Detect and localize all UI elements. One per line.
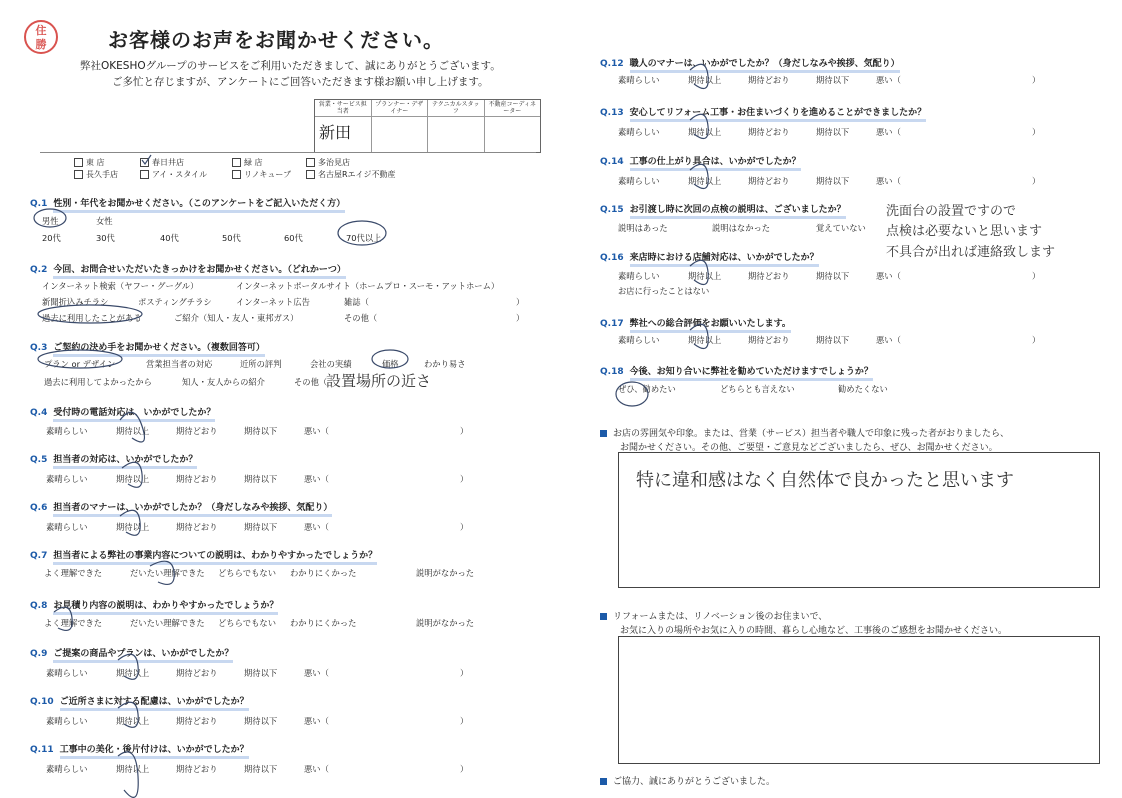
staff-col-planner: [372, 100, 429, 152]
answer-option[interactable]: 素晴らしい: [46, 426, 88, 436]
answer-option[interactable]: 素晴らしい: [46, 764, 88, 774]
q14-question: Q.14 工事の仕上がり具合は、いかがでしたか？: [600, 154, 801, 167]
answer-option[interactable]: 期待以下: [244, 668, 278, 678]
answer-option[interactable]: 説明はあった: [618, 223, 668, 233]
comment2-textarea[interactable]: [618, 636, 1100, 764]
company-stamp: 住 勝: [24, 20, 58, 54]
answer-option[interactable]: 期待どおり: [748, 176, 790, 186]
comment1-prompt-line2: お聞かせください。その他、ご要望・ご意見などございましたら、ぜひ、お聞かせください。: [620, 443, 998, 453]
answer-option[interactable]: 説明がなかった: [416, 568, 475, 578]
answer-option[interactable]: 素晴らしい: [618, 271, 660, 281]
q15-handwritten-note: 点検は必要ないと思います: [886, 224, 1043, 239]
answer-option[interactable]: 期待どおり: [748, 271, 790, 281]
answer-option[interactable]: 20代: [42, 233, 61, 243]
answer-option[interactable]: わかりにくかった: [290, 568, 357, 578]
staff-header: テクニカルスタッフ: [428, 100, 484, 117]
answer-option[interactable]: 期待以上: [116, 764, 150, 774]
answer-option[interactable]: 悪い（: [876, 335, 901, 345]
answer-option[interactable]: 悪い（: [876, 127, 901, 137]
answer-option[interactable]: 30代: [96, 233, 115, 243]
q10-question: Q.10 ご近所さまに対する配慮は、いかがでしたか？: [30, 694, 249, 707]
answer-option[interactable]: プラン or デザイン: [44, 359, 116, 369]
checkbox-icon[interactable]: [306, 170, 315, 179]
bullet-square-icon: [600, 778, 607, 785]
q17-question: Q.17 弊社への総合評価をお願いいたします。: [600, 316, 791, 329]
answer-bracket: ）: [460, 764, 469, 774]
answer-option[interactable]: 期待以下: [244, 522, 278, 532]
answer-option[interactable]: どちらでもない: [218, 618, 276, 628]
staff-header: 不動産コーディネーター: [485, 100, 541, 117]
q5-question: Q.5 担当者の対応は、いかがでしたか？: [30, 452, 197, 465]
answer-option[interactable]: 素晴らしい: [618, 335, 660, 345]
answer-option[interactable]: わかりにくかった: [290, 618, 357, 628]
answer-option[interactable]: 期待以上: [116, 522, 150, 532]
q12-question: Q.12 職人のマナーは、いかがでしたか？（身だしなみや挨拶、気配り）: [600, 56, 900, 69]
footer-thanks: ご協力、誠にありがとうございました。: [600, 774, 775, 787]
q2-question: Q.2 今回、お問合せいただいたきっかけをお聞かせください。（どれかーつ）: [30, 262, 346, 275]
answer-option[interactable]: 期待以下: [244, 764, 278, 774]
checkbox-icon[interactable]: [74, 170, 83, 179]
answer-option[interactable]: 期待以上: [116, 474, 150, 484]
staff-header: 営業・サービス担当者: [315, 100, 371, 117]
page-title: お客様のお声をお聞かせください。: [108, 28, 444, 52]
answer-option[interactable]: インターネットポータルサイト（ホームプロ・スーモ・アットホーム）: [236, 281, 500, 291]
answer-option[interactable]: 素晴らしい: [618, 127, 660, 137]
answer-option[interactable]: 過去に利用したことがある: [42, 313, 142, 323]
answer-option[interactable]: 期待どおり: [176, 522, 218, 532]
checkbox-icon[interactable]: [232, 170, 241, 179]
answer-option[interactable]: 新聞折込みチラシ: [42, 297, 109, 307]
answer-option[interactable]: ぜひ、勧めたい: [618, 384, 676, 394]
answer-option[interactable]: どちらとも言えない: [720, 384, 795, 394]
staff-value[interactable]: [372, 117, 428, 152]
q9-question: Q.9 ご提案の商品やプランは、いかがでしたか？: [30, 646, 233, 659]
q6-question: Q.6 担当者のマナーは、いかがでしたか？（身だしなみや挨拶、気配り）: [30, 500, 332, 513]
answer-option[interactable]: 営業担当者の対応: [146, 359, 213, 369]
comment1-handwritten-answer: 特に違和感はなく自然体で良かったと思います: [636, 470, 1014, 491]
answer-option[interactable]: 40代: [160, 233, 179, 243]
answer-option[interactable]: 悪い（: [304, 474, 329, 484]
staff-table: [314, 99, 541, 153]
answer-option[interactable]: インターネット検索（ヤフー・グーグル）: [42, 281, 199, 291]
staff-col-technical: [428, 100, 485, 152]
answer-option[interactable]: 悪い（: [304, 522, 329, 532]
checkbox-icon[interactable]: [140, 170, 149, 179]
store-option[interactable]: 長久手店: [74, 169, 118, 180]
answer-option[interactable]: 期待以上: [688, 127, 722, 137]
answer-option[interactable]: 悪い（: [304, 668, 329, 678]
answer-bracket: ）: [1032, 176, 1041, 186]
answer-option[interactable]: 素晴らしい: [46, 522, 88, 532]
checkbox-icon[interactable]: [74, 158, 83, 167]
answer-option[interactable]: 期待どおり: [748, 335, 790, 345]
q11-question: Q.11 工事中の美化・後片付けは、いかがでしたか？: [30, 742, 249, 755]
answer-option[interactable]: 素晴らしい: [618, 176, 660, 186]
answer-option[interactable]: だいたい理解できた: [130, 568, 205, 578]
q3-question: Q.3 ご契約の決め手をお聞かせください。（複数回答可）: [30, 340, 265, 353]
staff-value[interactable]: [485, 117, 541, 152]
answer-option[interactable]: 女性: [96, 216, 113, 226]
q16-question: Q.16 来店時における店舗対応は、いかがでしたか？: [600, 250, 819, 263]
answer-bracket: ）: [1032, 75, 1041, 85]
answer-bracket: ）: [1032, 127, 1041, 137]
answer-option[interactable]: 期待どおり: [748, 75, 790, 85]
answer-bracket: ）: [460, 522, 469, 532]
answer-option[interactable]: 勧めたくない: [838, 384, 888, 394]
store-option[interactable]: 春日井店: [140, 157, 184, 168]
checkbox-icon[interactable]: [232, 158, 241, 167]
greeting-line-2: ご多忙と存じますが、アンケートにご回答いただきます様お願い申し上げます。: [112, 76, 489, 88]
answer-option[interactable]: 期待以下: [816, 176, 850, 186]
staff-header: プランナー・デザイナー: [372, 100, 428, 117]
staff-value[interactable]: 新田: [319, 123, 352, 142]
answer-bracket: ）: [460, 474, 469, 484]
q15-handwritten-note: 洗面台の設置ですので: [886, 204, 1017, 219]
store-option[interactable]: アイ・スタイル: [140, 169, 207, 180]
answer-option[interactable]: 近所の評判: [240, 359, 282, 369]
answer-option[interactable]: 素晴らしい: [46, 716, 88, 726]
answer-option[interactable]: 素晴らしい: [46, 474, 88, 484]
answer-option[interactable]: 知人・友人からの紹介: [182, 377, 265, 387]
answer-bracket: ）: [1032, 335, 1041, 345]
answer-option[interactable]: 60代: [284, 233, 303, 243]
answer-option[interactable]: 期待以上: [688, 271, 722, 281]
staff-value[interactable]: [428, 117, 484, 152]
q7-question: Q.7 担当者による弊社の事業内容についての説明は、わかりやすかったでしょうか？: [30, 548, 377, 561]
answer-option[interactable]: 素晴らしい: [618, 75, 660, 85]
q8-question: Q.8 お見積り内容の説明は、わかりやすかったでしょうか？: [30, 598, 278, 611]
answer-option[interactable]: 悪い（: [304, 426, 329, 436]
staff-col-realestate: [485, 100, 541, 152]
q3-handwritten-answer: 設置場所の近さ: [326, 372, 432, 390]
q15-question: Q.15 お引渡し時に次回の点検の説明は、ございましたか？: [600, 202, 846, 215]
comment2-prompt: リフォームまたは、リノベーション後のお住まいで、: [600, 609, 827, 622]
answer-option[interactable]: 期待以上: [116, 426, 150, 436]
answer-option[interactable]: 期待どおり: [748, 127, 790, 137]
answer-option[interactable]: 期待どおり: [176, 474, 218, 484]
answer-option[interactable]: 70代以上: [346, 233, 382, 243]
staff-col-sales: [315, 100, 372, 152]
answer-option[interactable]: 期待どおり: [176, 426, 218, 436]
answer-option[interactable]: 期待以下: [816, 335, 850, 345]
header-divider: [40, 152, 536, 153]
comment1-prompt: お店の雰囲気や印象。または、営業（サービス）担当者や職人で印象に残った者がおりましたら、: [600, 426, 1009, 439]
answer-option[interactable]: 説明がなかった: [416, 618, 475, 628]
bullet-square-icon: [600, 430, 607, 437]
answer-option[interactable]: 50代: [222, 233, 241, 243]
greeting-line-1: 弊社OKESHOグループのサービスをご利用いただきまして、誠にありがとうございます。: [80, 60, 501, 72]
answer-option[interactable]: 期待以上: [116, 716, 150, 726]
answer-option[interactable]: 期待以下: [816, 75, 850, 85]
answer-option[interactable]: 期待どおり: [176, 764, 218, 774]
answer-option[interactable]: ポスティングチラシ: [138, 297, 212, 307]
answer-option[interactable]: 悪い（: [304, 716, 329, 726]
store-option[interactable]: 緑 店: [232, 157, 263, 168]
answer-option[interactable]: 期待以下: [816, 271, 850, 281]
answer-option[interactable]: よく理解できた: [44, 568, 103, 578]
answer-option[interactable]: 男性: [42, 216, 59, 226]
answer-bracket: ）: [460, 668, 469, 678]
q18-question: Q.18 今後、お知り合いに弊社を勧めていただけますでしょうか？: [600, 364, 873, 377]
store-option[interactable]: 多治見店: [306, 157, 350, 168]
answer-bracket: ）: [516, 297, 525, 307]
answer-option[interactable]: 雑誌（: [344, 297, 369, 307]
answer-option[interactable]: 悪い（: [876, 271, 901, 281]
answer-bracket: ）: [460, 426, 469, 436]
answer-option[interactable]: 過去に利用してよかったから: [44, 377, 152, 387]
answer-option[interactable]: どちらでもない: [218, 568, 276, 578]
answer-option[interactable]: 価格: [382, 359, 399, 369]
answer-option[interactable]: 期待以上: [688, 176, 722, 186]
answer-option[interactable]: 期待以下: [816, 127, 850, 137]
answer-option[interactable]: 素晴らしい: [46, 668, 88, 678]
answer-option[interactable]: 悪い（: [876, 75, 901, 85]
answer-bracket: ）: [1032, 271, 1041, 281]
q1-question: Q.1 性別・年代をお聞かせください。（このアンケートをご記入いただく方）: [30, 196, 345, 209]
bullet-square-icon: [600, 613, 607, 620]
answer-option[interactable]: 悪い（: [304, 764, 329, 774]
q15-handwritten-note: 不具合が出れば連絡致します: [886, 245, 1056, 260]
answer-option[interactable]: その他（: [344, 313, 378, 323]
comment2-prompt-line2: お気に入りの場所やお気に入りの時間、暮らし心地など、工事後のご感想をお聞かせください。: [620, 626, 1008, 636]
answer-bracket: ）: [460, 716, 469, 726]
answer-option[interactable]: 会社の実績: [310, 359, 352, 369]
checkbox-icon[interactable]: [306, 158, 315, 167]
store-option[interactable]: 名古屋Rエイジ不動産: [306, 169, 396, 180]
answer-option[interactable]: インターネット広告: [236, 297, 310, 307]
answer-option[interactable]: 悪い（: [876, 176, 901, 186]
answer-option[interactable]: ご紹介（知人・友人・東邦ガス）: [174, 313, 299, 323]
q13-question: Q.13 安心してリフォーム工事・お住まいづくりを進めることができましたか？: [600, 105, 926, 118]
answer-option[interactable]: 覚えていない: [816, 223, 866, 233]
store-option[interactable]: 東 店: [74, 157, 105, 168]
answer-option[interactable]: わかり易さ: [424, 359, 466, 369]
answer-option[interactable]: よく理解できた: [44, 618, 103, 628]
answer-option[interactable]: 期待以上: [688, 75, 722, 85]
answer-bracket: ）: [516, 313, 525, 323]
answer-option[interactable]: 期待以上: [116, 668, 150, 678]
answer-option[interactable]: 期待どおり: [176, 716, 218, 726]
checkbox-icon[interactable]: [140, 158, 149, 167]
answer-option[interactable]: 期待どおり: [176, 668, 218, 678]
answer-option[interactable]: 期待以下: [244, 426, 278, 436]
q4-question: Q.4 受付時の電話対応は、いかがでしたか？: [30, 405, 215, 418]
answer-option[interactable]: 期待以下: [244, 716, 278, 726]
answer-option[interactable]: お店に行ったことはない: [618, 286, 710, 296]
answer-option[interactable]: その他（: [294, 377, 328, 387]
store-option[interactable]: リノキューブ: [232, 169, 291, 180]
answer-option[interactable]: だいたい理解できた: [130, 618, 205, 628]
answer-option[interactable]: 期待以上: [688, 335, 722, 345]
answer-option[interactable]: 説明はなかった: [712, 223, 771, 233]
answer-option[interactable]: 期待以下: [244, 474, 278, 484]
